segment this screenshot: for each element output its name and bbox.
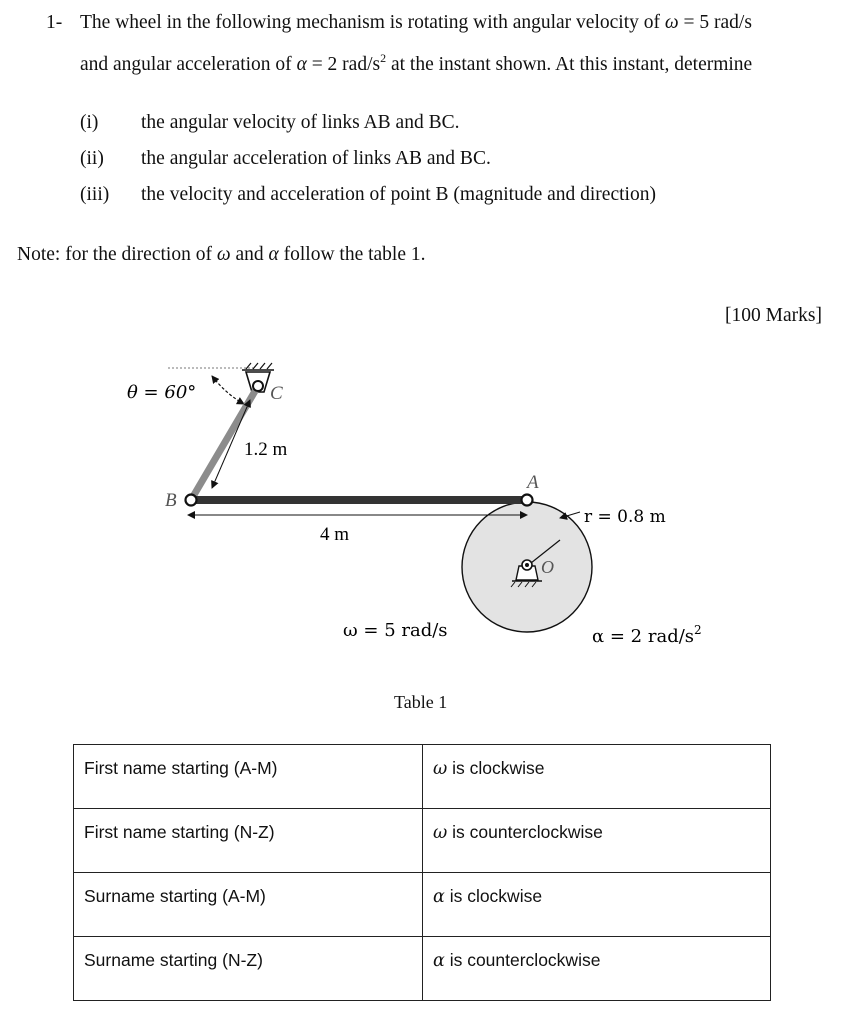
alpha-symbol: α	[296, 54, 307, 75]
table-row	[74, 745, 771, 809]
rule-text: is clockwise	[444, 886, 543, 906]
item-text-2: the angular acceleration of links AB and BC.	[141, 148, 491, 169]
question-line-2-text: and angular acceleration of	[80, 54, 297, 75]
pin-b	[186, 495, 197, 506]
table-row	[74, 873, 771, 937]
question-line-1-text: The wheel in the following mechanism is rotating with angular velocity of	[80, 12, 665, 33]
item-number-1: (i)	[80, 112, 99, 133]
omega-value: = 5 rad/s	[678, 12, 752, 33]
rule-symbol: α	[433, 951, 445, 971]
question-line-2-rest: at the instant shown. At this instant, determine	[386, 54, 753, 75]
note-rest: follow the table 1.	[278, 244, 426, 265]
omega-symbol: ω	[664, 12, 679, 33]
item-number-3: (iii)	[80, 184, 110, 205]
note-and: and	[230, 244, 269, 265]
table-cell-rule	[423, 937, 771, 1001]
marks-label: [100 Marks]	[725, 305, 822, 326]
theta-arc	[212, 376, 244, 404]
bc-length-label: 1.2 m	[244, 439, 288, 460]
table-cell-condition: Surname starting (N-Z)	[74, 937, 423, 1001]
pin-a	[522, 495, 533, 506]
omega-label: ω = 5 rad/s	[343, 620, 448, 641]
rule-symbol: ω	[433, 759, 448, 779]
item-text-1: the angular velocity of links AB and BC.	[141, 112, 460, 133]
point-o-label: O	[541, 557, 554, 577]
rule-text: is clockwise	[447, 758, 545, 778]
table-caption: Table 1	[394, 692, 448, 712]
ab-length-label: 4 m	[320, 524, 350, 545]
rule-text: is counterclockwise	[447, 822, 603, 842]
note-omega: ω	[216, 244, 231, 265]
point-a-label: A	[527, 472, 539, 493]
table-cell-condition: Surname starting (A-M)	[74, 873, 423, 937]
question-number: 1-	[46, 12, 63, 33]
table-cell-condition: First name starting (N-Z)	[74, 809, 423, 873]
table-cell-rule	[423, 873, 771, 937]
rule-text: is counterclockwise	[444, 950, 601, 970]
alpha-label	[592, 623, 702, 647]
item-number-2: (ii)	[80, 148, 104, 169]
note-alpha: α	[268, 244, 279, 265]
alpha-label-exponent: 2	[694, 623, 702, 637]
alpha-label-text: α = 2 rad/s	[592, 626, 695, 647]
item-text-3: the velocity and acceleration of point B (magnitude and direction)	[141, 184, 656, 205]
alpha-value: = 2 rad/s	[306, 54, 381, 75]
table-cell-rule	[423, 745, 771, 809]
radius-label: r = 0.8 m	[584, 507, 666, 527]
table-cell-rule	[423, 809, 771, 873]
table-row	[74, 809, 771, 873]
note-text: Note: for the direction of	[17, 244, 217, 265]
alpha-exponent: 2	[380, 51, 387, 65]
rule-symbol: ω	[433, 823, 448, 843]
direction-table	[73, 744, 771, 1001]
table-row	[74, 937, 771, 1001]
point-b-label: B	[165, 490, 177, 511]
pin-c	[253, 381, 263, 391]
point-c-label: C	[270, 383, 283, 404]
rule-symbol: α	[433, 887, 445, 907]
theta-label: θ = 60°	[127, 382, 197, 403]
table-cell-condition: First name starting (A-M)	[74, 745, 423, 809]
